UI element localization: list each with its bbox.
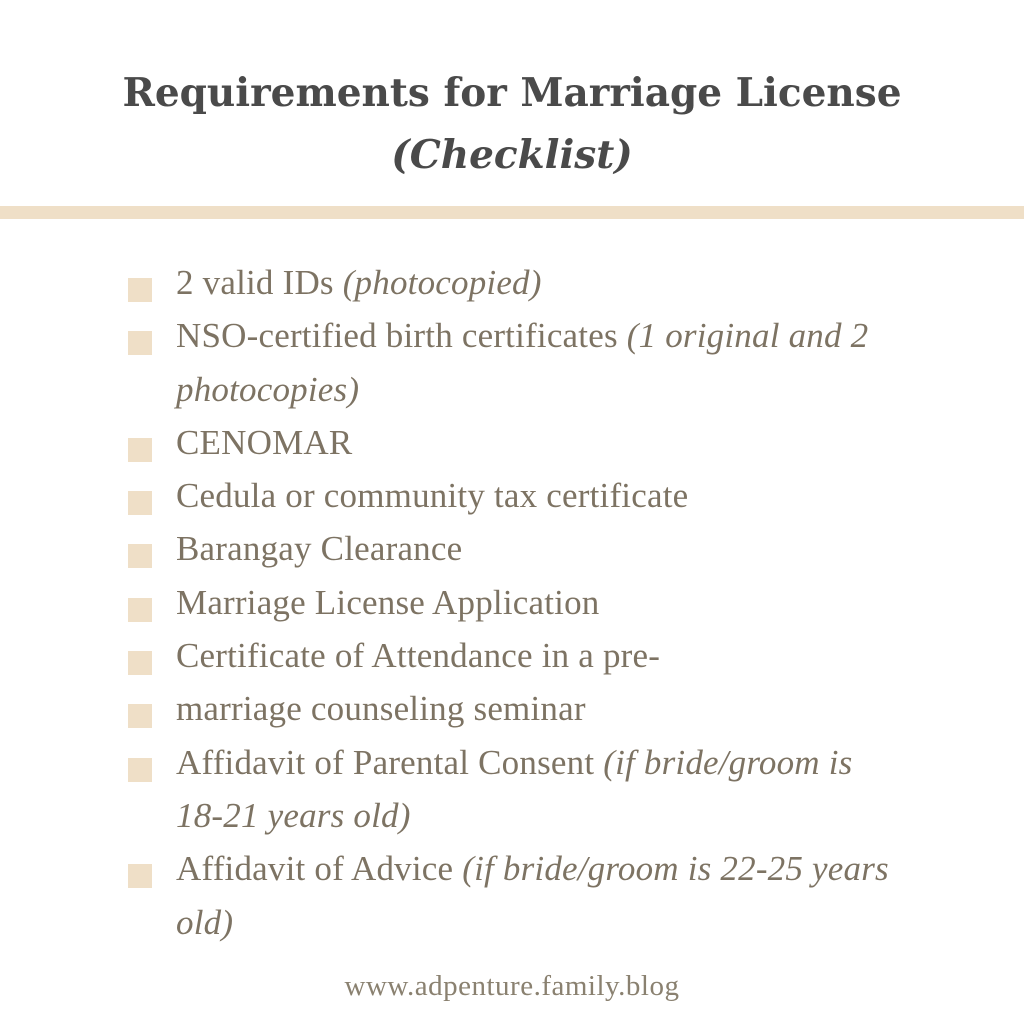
checkbox-square-icon [128,491,152,515]
checkbox-square-icon [128,758,152,782]
item-text: Marriage License Application [176,582,600,622]
item-text: CENOMAR [176,422,353,462]
item-text: marriage counseling seminar [176,689,586,729]
page-title: Requirements for Marriage License [122,70,902,116]
checklist-item [128,842,908,949]
checklist-item [128,736,908,843]
checkbox-square-icon [128,651,152,675]
item-text: 2 valid IDs [176,263,343,302]
item-note: (if bride/groom is 22-25 years old) [176,849,889,942]
checklist-item [128,629,908,682]
item-text: Certificate of Attendance in a pre- [176,636,661,676]
checklist-item [128,576,908,629]
item-text: NSO-certified birth certificates [176,316,627,356]
checklist-item [128,469,908,522]
checklist-item [128,416,908,469]
checklist-item [128,309,908,416]
item-note: (photocopied) [342,263,542,302]
checklist-item [128,522,908,575]
page-subtitle: (Checklist) [391,132,633,178]
checkbox-square-icon [128,331,152,355]
requirements-checklist [128,256,908,949]
footer-url: www.adpenture.family.blog [344,970,680,1002]
item-text: Affidavit of Parental Consent [176,742,604,782]
checkbox-square-icon [128,598,152,622]
checkbox-square-icon [128,704,152,728]
header-divider [0,206,1024,219]
checkbox-square-icon [128,544,152,568]
item-note: (if bride/groom is 18-21 years old) [176,742,853,835]
checklist-item [128,682,908,735]
checkbox-square-icon [128,278,152,302]
item-text: Barangay Clearance [176,529,463,569]
checkbox-square-icon [128,438,152,462]
page-header [0,62,1024,186]
item-text: Cedula or community tax certificate [176,476,689,516]
checklist-item [128,256,908,309]
item-note: (1 original and 2 photocopies) [176,316,869,409]
checkbox-square-icon [128,864,152,888]
item-text: Affidavit of Advice [176,849,463,889]
